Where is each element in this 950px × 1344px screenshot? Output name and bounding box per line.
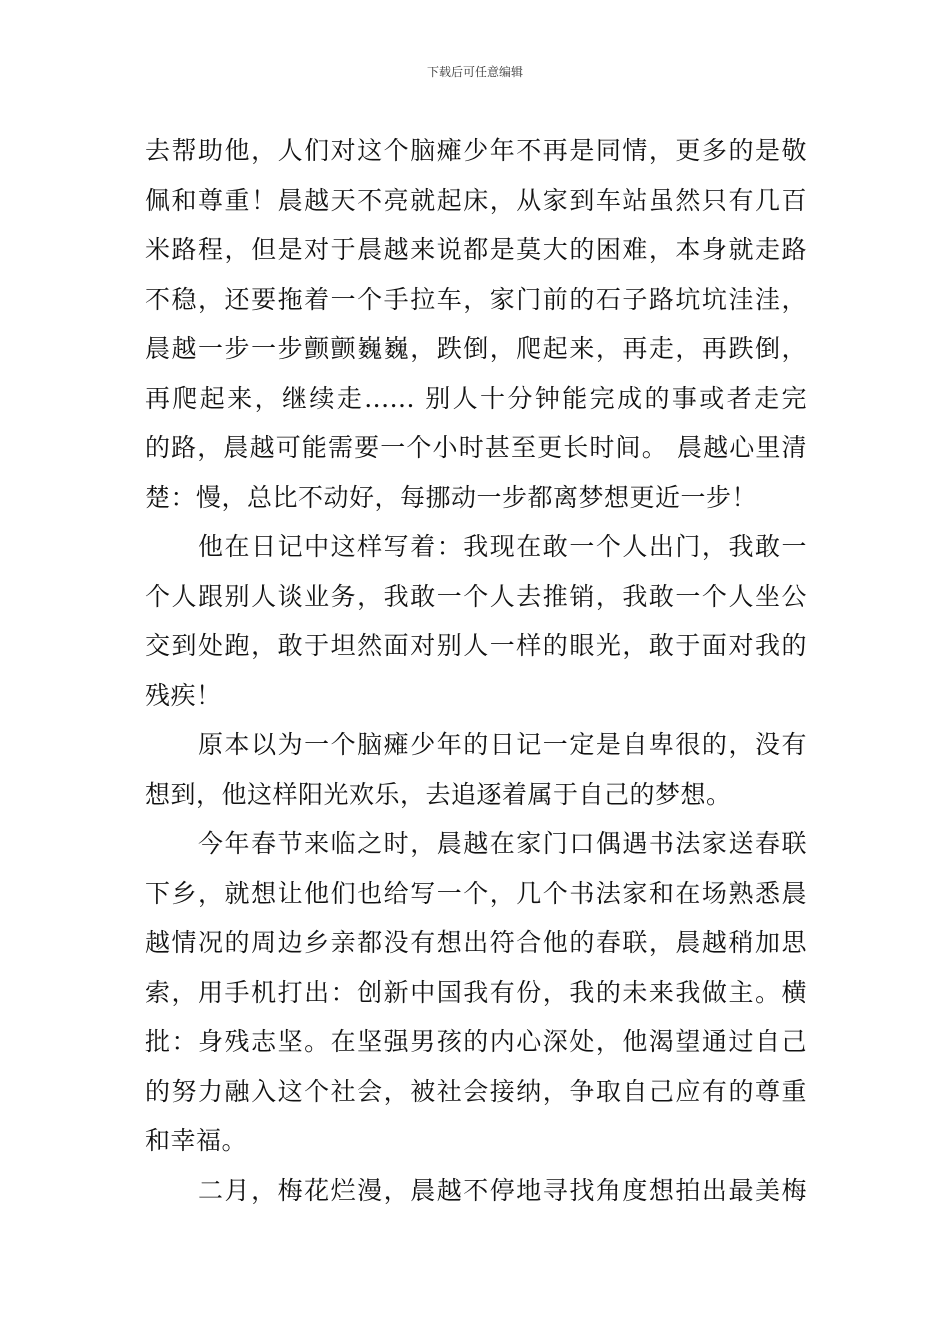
text-line: 想到，他这样阳光欢乐，去追逐着属于自己的梦想。 — [145, 779, 732, 809]
paragraph-3 — [145, 720, 807, 819]
text-line: 索，用手机打出：创新中国我有份，我的未来我做主。横 — [145, 977, 807, 1007]
text-line: 下乡，就想让他们也给写一个，几个书法家和在场熟悉晨 — [145, 878, 807, 908]
text-line: 楚：慢，总比不动好，每挪动一步都离梦想更近一步！ — [145, 482, 758, 512]
text-line: 的努力融入这个社会，被社会接纳，争取自己应有的尊重 — [145, 1076, 807, 1106]
text-line: 交到处跑，敢于坦然面对别人一样的眼光，敢于面对我的 — [145, 631, 807, 660]
paragraph-5 — [145, 1166, 807, 1216]
paragraph-1 — [145, 126, 807, 522]
text-line: 批：身残志坚。在坚强男孩的内心深处，他渴望通过自己 — [145, 1027, 807, 1056]
text-line: 今年春节来临之时，晨越在家门口偶遇书法家送春联 — [145, 829, 807, 858]
text-line: 晨越一步一步颤颤巍巍，跌倒，爬起来，再走，再跌倒， — [145, 334, 807, 363]
text-line: 不稳，还要拖着一个手拉车，家门前的石子路坑坑洼洼， — [145, 284, 807, 314]
text-line: 去帮助他，人们对这个脑瘫少年不再是同情，更多的是敬 — [145, 136, 807, 165]
text-line: 的路，晨越可能需要一个小时甚至更长时间。 晨越心里清 — [145, 433, 807, 462]
text-line: 他在日记中这样写着：我现在敢一个人出门，我敢一 — [145, 532, 807, 561]
text-line: 佩和尊重！晨越天不亮就起床，从家到车站虽然只有几百 — [145, 185, 807, 215]
text-line: 二月，梅花烂漫，晨越不停地寻找角度想拍出最美梅 — [145, 1175, 807, 1205]
text-line: 越情况的周边乡亲都没有想出符合他的春联，晨越稍加思 — [145, 928, 807, 957]
paragraph-2 — [145, 522, 807, 720]
page-header: 下载后可任意编辑 — [426, 65, 523, 79]
text-line: 米路程，但是对于晨越来说都是莫大的困难，本身就走路 — [145, 235, 807, 264]
paragraph-4 — [145, 819, 807, 1166]
text-line: 个人跟别人谈业务，我敢一个人去推销，我敢一个人坐公 — [145, 581, 807, 611]
text-line: 再爬起来，继续走...... 别人十分钟能完成的事或者走完 — [145, 383, 807, 413]
text-line: 和幸福。 — [145, 1126, 248, 1155]
text-line: 残疾！ — [145, 680, 222, 710]
text-line: 原本以为一个脑瘫少年的日记一定是自卑很的，没有 — [145, 730, 807, 759]
document-body — [145, 126, 807, 1215]
